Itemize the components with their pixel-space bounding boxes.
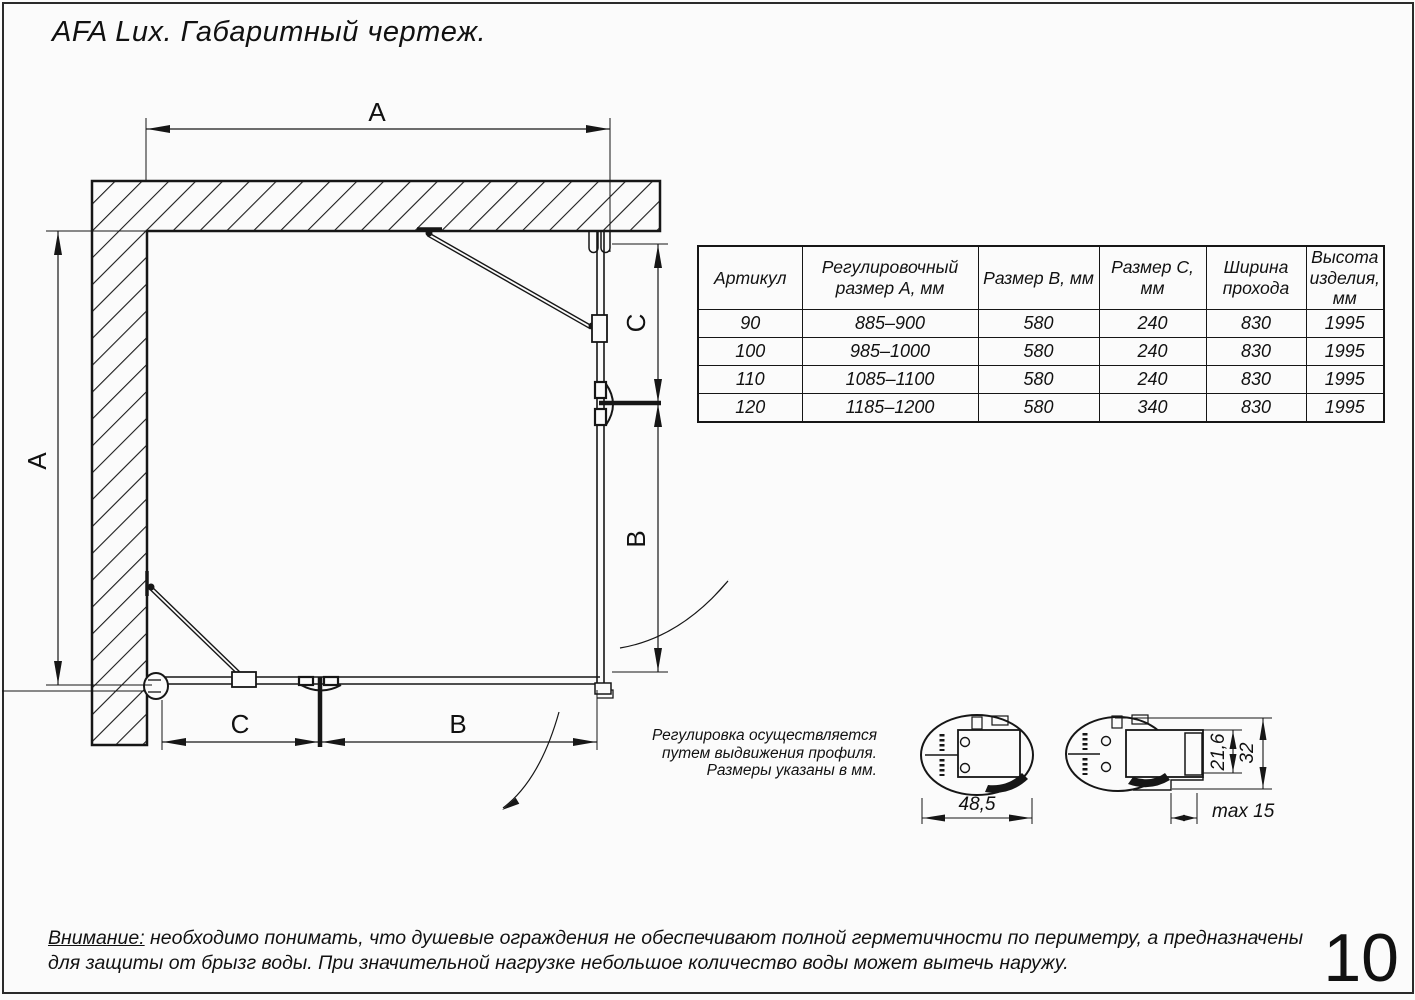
dim-label-a-left: A [22,452,52,470]
door-handle [595,382,606,398]
col-header-size-c: Размер С, мм [1099,246,1206,309]
cell: 830 [1206,309,1306,337]
cell: 1995 [1306,337,1384,365]
swing-arrow [502,798,519,810]
side-glass-panel [589,231,610,686]
dim-label-c-bottom: C [230,709,250,739]
profile-dim-max-extension [1171,793,1275,824]
door-handle [299,677,313,685]
dim-c-bottom [162,700,320,750]
glass-bracket [232,672,256,687]
dim-b-right [612,403,668,672]
col-header-size-b: Размер В, мм [978,246,1099,309]
note-line: путем выдвижения профиля. [661,744,877,762]
cell: 90 [698,309,802,337]
cell: 830 [1206,393,1306,422]
cell: 1995 [1306,309,1384,337]
glass-channel [1126,730,1203,777]
profile-section-closed [921,715,1033,795]
cell: 830 [1206,365,1306,393]
front-glass-panel [144,673,613,699]
wall-hatched [92,181,660,745]
profile-section-extended [1066,715,1203,791]
cell: 1995 [1306,365,1384,393]
table-row [698,309,1384,337]
wall-bracket [592,315,607,342]
cell: 120 [698,393,802,422]
dim-label-a-top: A [368,97,386,127]
warning-text [48,926,1308,975]
cell: 1185–1200 [802,393,978,422]
warning-body: необходимо понимать, что душевые ограждения не обеспечивают полной герметичности по периметру, а предназначены [144,927,1304,949]
dim-label-max-extension: max 15 [1212,801,1275,822]
note-line: Регулировка осуществляется [652,727,877,744]
dim-b-bottom [320,690,597,750]
cell: 830 [1206,337,1306,365]
size-table [697,245,1385,423]
cell: 885–900 [802,309,978,337]
col-header-product-height: Высота изделия, мм [1306,246,1384,309]
warning-line: для защиты от брызг воды. При значительной нагрузке небольшое количество воды может вытечь наружу. [48,951,1069,974]
brace-pin [148,584,154,590]
cell: 240 [1099,337,1206,365]
note-line: Размеры указаны в мм. [706,762,877,779]
page-title: AFA Lux. Габаритный чертеж. [52,16,487,48]
cell: 100 [698,337,802,365]
warning-label: Внимание: [48,927,145,949]
col-header-adjust-size-a: Регулировочный размер А, мм [802,246,978,309]
cell: 110 [698,365,802,393]
profile-dim-width [922,794,1032,824]
wall-profile-clamp [144,673,168,699]
top-wall-profile [601,231,610,253]
warning-line [48,926,1308,951]
table-header-row [698,246,1384,309]
page-number: 10 [1323,920,1399,996]
table-row [698,393,1384,422]
walls [2,181,660,745]
col-header-article: Артикул [698,246,802,309]
cell: 1085–1100 [802,365,978,393]
dim-label-height: 32 [1237,742,1258,764]
cell: 340 [1099,393,1206,422]
cell: 580 [978,393,1099,422]
cell: 240 [1099,365,1206,393]
dim-label-glass-depth: 21,6 [1208,733,1229,771]
cell: 1995 [1306,393,1384,422]
cell: 240 [1099,309,1206,337]
dim-label-c-right: C [621,313,651,333]
table-row [698,365,1384,393]
col-header-pass-width: Ширина прохода [1206,246,1306,309]
cell: 580 [978,309,1099,337]
brace-pin [426,230,432,236]
adjustment-note [652,727,877,780]
dim-label-b-right: B [621,530,651,548]
dim-c-right [612,244,668,403]
cell: 985–1000 [802,337,978,365]
table-row [698,337,1384,365]
swing-arrow [715,579,729,595]
dim-label-width: 48,5 [958,794,996,815]
cell: 580 [978,337,1099,365]
door-handle [595,409,606,425]
support-braces [147,229,607,687]
dim-label-b-bottom: B [449,709,467,739]
cell: 580 [978,365,1099,393]
door-handle [324,677,338,685]
